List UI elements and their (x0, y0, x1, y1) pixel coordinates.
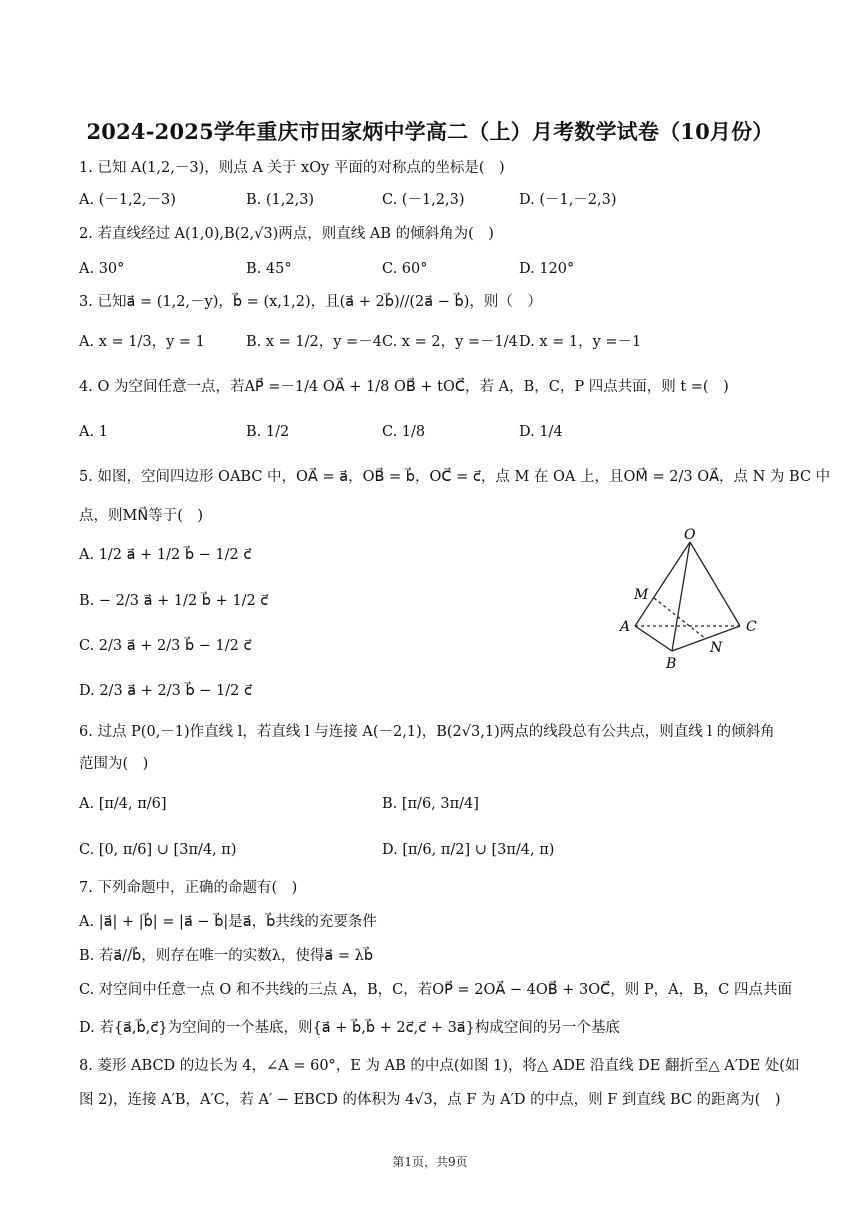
label-b: B (666, 656, 677, 672)
q7-option-c: C. 对空间中任意一点 O 和不共线的三点 A，B，C，若OP⃗ = 2OA⃗ − 4OB⃗ + 3OC⃗，则 P，A，B，C 四点共面 (79, 982, 792, 998)
label-m: M (634, 587, 649, 603)
label-c: C (746, 619, 757, 635)
q5-option-a: A. 1/2 a⃗ + 1/2 b⃗ − 1/2 c⃗ (79, 547, 252, 563)
edge-ob (672, 542, 690, 651)
tetrahedron-figure (610, 525, 770, 675)
q8-stem-line1: 8. 菱形 ABCD 的边长为 4，∠A = 60°，E 为 AB 的中点(如图 1)，将△ ADE 沿直线 DE 翻折至△ A′DE 处(如 (79, 1058, 800, 1074)
q6-option-d: D. [π/6, π/2] ∪ [3π/4, π) (382, 842, 555, 858)
q2-option-c: C. 60° (382, 261, 428, 277)
edge-bc (672, 626, 740, 651)
q5-option-b: B. − 2/3 a⃗ + 1/2 b⃗ + 1/2 c⃗ (79, 593, 269, 609)
q1-option-c: C. (－1,2,3) (382, 192, 465, 208)
q2-stem: 2. 若直线经过 A(1,0),B(2,√3)两点，则直线 AB 的倾斜角为( ) (79, 226, 494, 242)
q7-option-b: B. 若a⃗//b⃗，则存在唯一的实数λ，使得a⃗ = λb⃗ (79, 948, 374, 964)
q5-option-c: C. 2/3 a⃗ + 2/3 b⃗ − 1/2 c⃗ (79, 638, 252, 654)
q4-option-c: C. 1/8 (382, 424, 426, 440)
q1-option-b: B. (1,2,3) (246, 192, 315, 208)
q6-option-c: C. [0, π/6] ∪ [3π/4, π) (79, 842, 237, 858)
page-footer: 第1页，共9页 (392, 1155, 468, 1169)
label-a: A (620, 619, 631, 635)
q5-option-d: D. 2/3 a⃗ + 2/3 b⃗ − 1/2 c⃗ (79, 683, 252, 699)
q5-stem-line1: 5. 如图，空间四边形 OABC 中，OA⃗ = a⃗，OB⃗ = b⃗，OC⃗ = c⃗，点 M 在 OA 上，且OM⃗ = 2/3 OA⃗，点 N 为 BC 中 (79, 469, 831, 485)
edge-ab (635, 626, 672, 651)
q6-option-a: A. [π/4, π/6] (79, 796, 167, 812)
page-title: 2024-2025学年重庆市田家炳中学高二（上）月考数学试卷（10月份） (86, 119, 774, 144)
label-n: N (710, 640, 723, 656)
q4-stem: 4. O 为空间任意一点，若AP⃗ =－1/4 OA⃗ + 1/8 OB⃗ + tOC⃗，若 A，B，C，P 四点共面，则 t =( ) (79, 379, 729, 395)
q2-option-b: B. 45° (246, 261, 292, 277)
q3-option-a: A. x = 1/3，y = 1 (79, 334, 205, 350)
q3-option-c: C. x = 2，y =－1/4 (382, 334, 518, 350)
q6-option-b: B. [π/6, 3π/4] (382, 796, 479, 812)
q1-option-a: A. (－1,2,－3) (79, 192, 176, 208)
q7-stem: 7. 下列命题中，正确的命题有( ) (79, 880, 298, 896)
q4-option-a: A. 1 (79, 424, 108, 440)
q2-option-a: A. 30° (79, 261, 125, 277)
label-o: O (684, 527, 696, 543)
q6-stem-line1: 6. 过点 P(0,－1)作直线 l，若直线 l 与连接 A(－2,1)，B(2√3,1)两点的线段总有公共点，则直线 l 的倾斜角 (79, 724, 775, 740)
q3-stem: 3. 已知a⃗ = (1,2,－y)，b⃗ = (x,1,2)，且(a⃗ + 2b⃗)//(2a⃗ − b⃗)，则（ ） (79, 294, 542, 310)
q6-stem-line2: 范围为( ) (79, 756, 149, 772)
q7-option-a: A. |a⃗| + |b⃗| = |a⃗ − b⃗|是a⃗，b⃗共线的充要条件 (79, 914, 377, 930)
q7-option-d: D. 若{a⃗,b⃗,c⃗}为空间的一个基底，则{a⃗ + b⃗,b⃗ + 2c⃗,c⃗ + 3a⃗}构成空间的另一个基底 (79, 1020, 620, 1036)
q1-option-d: D. (－1,－2,3) (519, 192, 617, 208)
edge-oc (690, 542, 740, 626)
q3-option-d: D. x = 1，y =－1 (519, 334, 642, 350)
q4-option-d: D. 1/4 (519, 424, 563, 440)
q4-option-b: B. 1/2 (246, 424, 290, 440)
q8-stem-line2: 图 2)，连接 A′B，A′C，若 A′ − EBCD 的体积为 4√3，点 F 为 A′D 的中点，则 F 到直线 BC 的距离为( ) (79, 1092, 781, 1108)
edge-oa (635, 542, 690, 626)
q3-option-b: B. x = 1/2，y =－4 (246, 334, 382, 350)
q5-stem-line2: 点，则MN⃗等于( ) (79, 508, 204, 524)
q1-stem: 1. 已知 A(1,2,－3)，则点 A 关于 xOy 平面的对称点的坐标是( ) (79, 160, 505, 176)
q2-option-d: D. 120° (519, 261, 575, 277)
